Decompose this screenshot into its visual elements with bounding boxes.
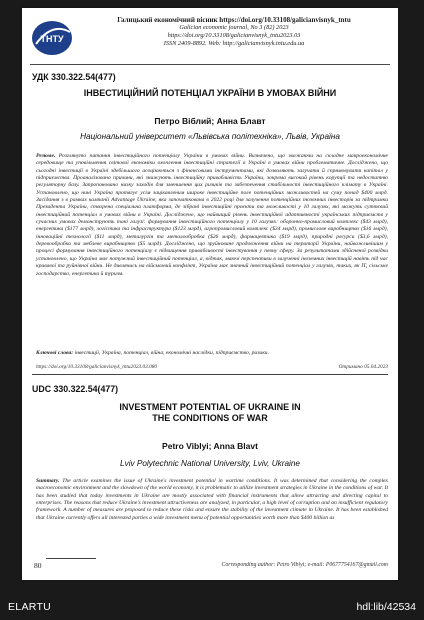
affiliation-eng: Lviv Polytechnic National University, Lviv, Ukraine xyxy=(120,459,300,468)
udc-eng: UDC 330.322.54(477) xyxy=(32,384,119,394)
repository-label: ELARTU xyxy=(8,601,52,613)
abstract-text-ukr: Розглянуто питання інвестиційного потенціалу України в умовах війни. Визначено, що зважаючи на складне макроекономічне середовище та уповільнення світової економіки охоплення інвестиційні стратегії в Україні в умовах війни проблематичне. Досліджено, що сьогодні інвестиції в Україні здебільшого асоціюються з фінансовими інструментами, які дозволяють залучати й спрямовувати капітал у підприємства. Проаналізовано причини, які знижують інвестиційну привабливість України, зокрема високий рівень корупції та недостатню регуляторну базу. Запропоновано низку заходів для зменшення цих ризиків та забезпечення стабільності інвестиційного клімату в Україні. Установлено, що нині Україна протягує усім зацікавленим широке інвестиційне поле потенційних можливостей на суму понад $400 млрд. Засідання з в рамках кампанії Advantage Ukraine, яка започаткована в 2022 році для залучення потенційних іноземних інвесторів за підтримки Президента України, створена спеціальна платформа, де зібрані інвестиційні проєкти та можливості у 10 галузях, які можуть суттєвий інвестиційний потенціал в умовах війни в Україні. Досліджено, що найвищий рівень інвестиційної адаптивності українських підприємств у сучасних умовах демонструють такі галузі: формування інвестиційного потенціалу у 10 галузях: оборонно-промисловий комплекс ($43 млрд), енергетика ($177 млрд), логістика та інфраструктура ($123 млрд), агропромисловий комплекс ($34 млрд), промислове виробництво ($16 млрд), інноваційні технології ($11 млрд), металургія та металообробка ($26 млрд), фармацевтика ($19 млрд), природні ресурси ($3,6 млрд), деревообробка та меблеве виробництво ($5 млрд). Досліджено, що зруйноване продовження війни на території України, найважливішим у процесі формування інвестиційного потенціалу є підвищення привабливості інвестування у певну сферу. За результатами здійсненої розвідки установлено, що Україна має потужний інвестиційний потенціал, а, відтак, маючі перспективи в залученні іноземних інвестицій навіть під час кривавої та руйнівної війни. Не дивлячись на військовий конфлікт, Україна має значний інвестиційний потенціал у галузях, таких, як ІТ, сільське господарство, енергетика й туризм. xyxy=(36,153,388,277)
document-page xyxy=(22,8,398,580)
page-number: 80 xyxy=(34,561,42,570)
title-eng-line1: INVESTMENT POTENTIAL OF UKRAINE IN xyxy=(119,402,301,412)
keywords-ukr xyxy=(36,350,388,357)
journal-issn: ISSN 2409-8892. Web: http://galicianvisnyk.tntu.edu.ua xyxy=(163,40,305,47)
abstract-lead-ukr: Резюме. xyxy=(36,153,56,159)
footnote-rule xyxy=(46,558,96,559)
section-divider xyxy=(32,374,388,375)
affiliation-ukr: Національний університет «Львівська політехніка», Львів, Україна xyxy=(80,132,340,141)
journal-issue: Galician economic journal, No 3 (82) 2023 xyxy=(179,24,289,31)
keywords-text-ukr: інвестиції, Україна, потенціал, війна, економічні наслідки, підприємство, ризики. xyxy=(74,350,269,356)
article-doi[interactable]: https://doi.org/10.33108/galicianvisnyk_tntu2023.03.080 xyxy=(36,364,158,370)
abstract-lead-eng: Summary. xyxy=(36,478,60,484)
title-eng xyxy=(22,402,398,424)
authors-eng: Petro Viblyi; Anna Blavt xyxy=(162,441,258,451)
logo-text: ТНТУ xyxy=(40,34,64,44)
title-ukr: ІНВЕСТИЦІЙНИЙ ПОТЕНЦІАЛ УКРАЇНИ В УМОВАХ ВІЙНИ xyxy=(83,88,337,98)
received-date: Отримано 05.04.2023 xyxy=(338,364,388,370)
journal-doi[interactable]: https://doi.org/10.33108/galicianvisnyk_tntu2023.03 xyxy=(167,32,301,39)
journal-title: Галицький економічний вісник https://doi.org/10.33108/galicianvisnyk_tntu xyxy=(117,16,351,24)
abstract-eng xyxy=(36,478,388,522)
corresponding-author: Corresponding author: Petro Viblyi; e-mail: P0677754167@gmail.com xyxy=(221,562,388,568)
handle-label: hdl:lib/42534 xyxy=(356,601,416,613)
journal-header xyxy=(30,14,390,65)
title-eng-line2: THE CONDITIONS OF WAR xyxy=(152,413,268,423)
abstract-ukr xyxy=(36,153,388,278)
abstract-text-eng: The article examines the issue of Ukraine's investment potential in wartime conditions. It was determined that considering the complex macroeconomic environment and the slowdown of the world economy, it is problematic to utilize investment strategies in Ukraine in the conditions of war. It has been studied that today investments in Ukraine are mostly associated with financial instruments that allow attracting and directing capital to enterprises. The reasons that reduce Ukraine's investment attractiveness are analyzed, in particular, a high level of corruption and an insufficient regulatory framework. A number of measures are proposed to reduce these risks and ensure the stability of the investment climate in Ukraine. It has been established that Ukraine currently offers all interested parties a wide investment menu of potential opportunities worth more than $400 billion as xyxy=(36,478,388,521)
journal-info xyxy=(78,16,390,48)
authors-ukr: Петро Віблий; Анна Блавт xyxy=(154,116,266,126)
keywords-label-ukr: Ключові слова: xyxy=(36,350,74,356)
tntu-logo xyxy=(30,18,74,58)
udc-ukr: УДК 330.322.54(477) xyxy=(32,72,116,82)
